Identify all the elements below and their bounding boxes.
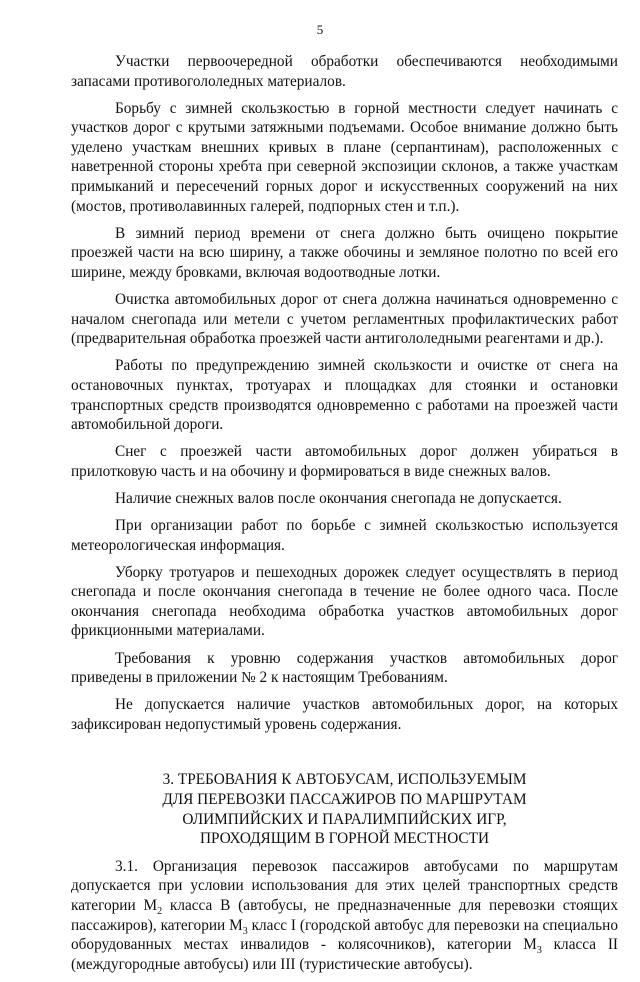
section-heading-line: ДЛЯ ПЕРЕВОЗКИ ПАССАЖИРОВ ПО МАРШРУТАМ: [162, 791, 527, 808]
paragraph: Борьбу с зимней скользкостью в горной местности следует начинать с участков дорог с крутыми затяжными подъемами. Особое внимание должно быть уделено участкам внешних кривых в плане (серпантинам), расположенных с наветренной стороны хребта при северной экспозиции склонов, а также участкам примыканий и пересечений горных дорог и искусственных сооружений на них (мостов, противолавинных галерей, подпорных стен и т.п.).: [71, 99, 618, 215]
document-body: [71, 52, 618, 982]
paragraph: Работы по предупреждению зимней скользкости и очистке от снега на остановочных пунктах, тротуарах и площадках для стоянки и остановки транспортных средств производятся одновременно с работами на проезжей части автомобильной дороги.: [71, 357, 618, 434]
section-heading: [71, 770, 618, 848]
paragraph: Снег с проезжей части автомобильных дорог должен убираться в прилотковую часть и на обочину и формироваться в виде снежных валов.: [71, 443, 618, 480]
paragraph: Требования к уровню содержания участков автомобильных дорог приведены в приложении № 2 к настоящим Требованиям.: [71, 649, 618, 687]
category-subscript: 3: [242, 925, 248, 937]
section-heading-line: ПРОХОДЯЩИМ В ГОРНОЙ МЕСТНОСТИ: [199, 830, 490, 848]
clause-text: 3.1. Организация перевозок пассажиров автобусами по маршрутам допускается при условии использования для этих целей транспортных средств категории М: [71, 857, 618, 914]
paragraph: В зимний период времени от снега должно быть очищено покрытие проезжей части на всю ширину, а также обочины и земляное полотно по всей его ширине, между бровками, включая водоотводные лотки.: [71, 224, 618, 281]
page-number: 5: [316, 22, 324, 37]
clause-text: класса II (междугородные автобусы) или III (туристические автобусы).: [71, 936, 619, 973]
category-subscript: 3: [536, 945, 542, 957]
section-heading-line: 3. ТРЕБОВАНИЯ К АВТОБУСАМ, ИСПОЛЬЗУЕМЫМ: [162, 771, 527, 789]
clause-3-1: [71, 857, 618, 975]
paragraph: Очистка автомобильных дорог от снега должна начинаться одновременно с началом снегопада или метели с учетом регламентных профилактических работ (предварительная обработка проезжей части антигололедными реагентами и др.).: [71, 291, 618, 348]
paragraph: Не допускается наличие участков автомобильных дорог, на которых зафиксирован недопустимый уровень содержания.: [71, 696, 618, 733]
paragraph: Уборку тротуаров и пешеходных дорожек следует осуществлять в период снегопада и после окончания снегопада в течение не более одного часа. После окончания снегопада необходима обработка участков автомобильных дорог фрикционными материалами.: [71, 563, 618, 640]
clause-text: класса В (автобусы, не предназначенные для перевозки стоящих пассажиров), категории М: [71, 896, 618, 934]
paragraph: Участки первоочередной обработки обеспечиваются необходимыми запасами противогололедных материалов.: [71, 53, 618, 90]
paragraph: При организации работ по борьбе с зимней скользкостью используется метеорологическая информация.: [71, 516, 618, 554]
category-subscript: 2: [157, 906, 163, 918]
paragraph: Наличие снежных валов после окончания снегопада не допускается.: [115, 489, 562, 507]
clause-text: класс I (городской автобус для перевозки на специально оборудованных местах инвалидов - колясочников), категории М: [71, 916, 618, 954]
section-heading-line: ОЛИМПИЙСКИХ И ПАРАЛИМПИЙСКИХ ИГР,: [182, 810, 507, 828]
